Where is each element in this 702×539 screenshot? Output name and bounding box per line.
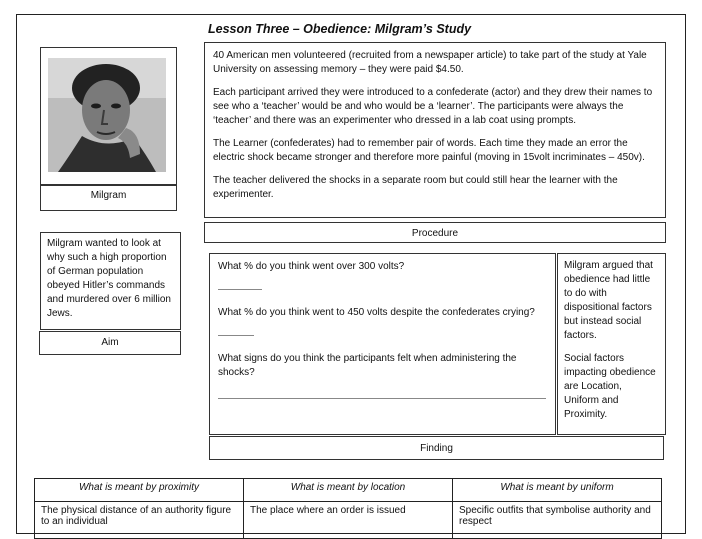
conclusion-box [557, 253, 666, 435]
definitions-row [35, 502, 662, 539]
finding-question-3: What signs do you think the participants felt when administering the shocks? [218, 353, 517, 378]
definitions-table [34, 478, 662, 539]
finding-question-2: What % do you think went to 450 volts despite the confederates crying? [218, 307, 535, 318]
worksheet-title: Lesson Three – Obedience: Milgram’s Study [208, 22, 472, 36]
conclusion-paragraph-1: Milgram argued that obedience had little to do with dispositional factors but instead social factors. [564, 260, 653, 341]
procedure-label: Procedure [204, 222, 666, 243]
conclusion-paragraph-2: Social factors impacting obedience are Location, Uniform and Proximity. [564, 353, 656, 420]
portrait-caption: Milgram [90, 190, 127, 201]
procedure-paragraph-3: The Learner (confederates) had to remember pair of words. Each time they made an error the electric shock became stronger and therefore more painful (moving in 15volt incriminates – 450v). [213, 138, 645, 163]
aim-box: Milgram wanted to look at why such a high proportion of German population obeyed Hitler’s commands and murdered over 6 million Jews. [40, 232, 181, 330]
finding-question-1: What % do you think went over 300 volts? [218, 261, 405, 272]
answer-line-2[interactable] [218, 335, 254, 336]
finding-label: Finding [209, 436, 664, 460]
procedure-paragraph-4: The teacher delivered the shocks in a separate room but could still hear the learner with the experimenter. [213, 175, 618, 200]
portrait-illustration [48, 58, 166, 172]
answer-line-3[interactable] [218, 398, 546, 399]
finding-box [209, 253, 556, 435]
procedure-box [204, 42, 666, 218]
procedure-paragraph-1: 40 American men volunteered (recruited from a newspaper article) to take part of the study at Yale University on assessing memory – they were paid $4.50. [213, 50, 647, 75]
answer-line-1[interactable] [218, 289, 262, 290]
header-location: What is meant by location [244, 479, 453, 502]
procedure-paragraph-2: Each participant arrived they were introduced to a confederate (actor) and they drew their names to see who a ‘teacher’ would be and who would be a ‘learner’. The participants were always the ‘teacher’ and there was an experimenter who dressed in a lab coat using prompts. [213, 87, 653, 126]
definition-proximity: The physical distance of an authority figure to an individual [35, 502, 244, 539]
portrait-caption-box [40, 185, 177, 211]
milgram-portrait-image [48, 58, 166, 172]
definition-uniform: Specific outfits that symbolise authority and respect [453, 502, 662, 539]
header-uniform: What is meant by uniform [453, 479, 662, 502]
aim-label: Aim [39, 331, 181, 355]
definition-location: The place where an order is issued [244, 502, 453, 539]
header-proximity: What is meant by proximity [35, 479, 244, 502]
definitions-header-row [35, 479, 662, 502]
